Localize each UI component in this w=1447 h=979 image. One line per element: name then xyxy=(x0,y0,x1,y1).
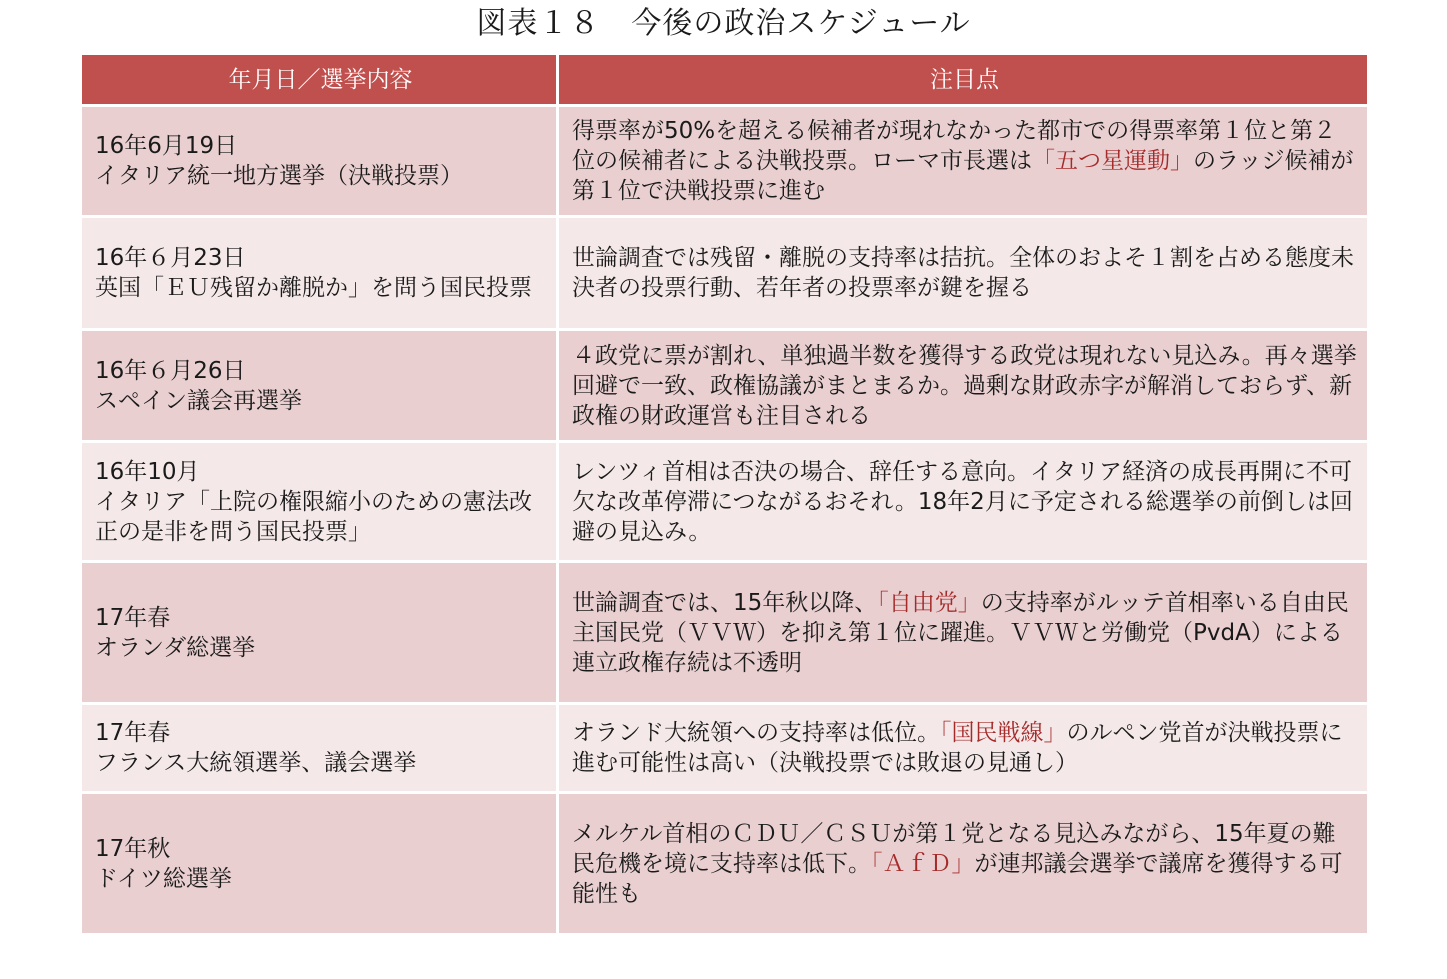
row-note: オランド大統領への支持率は低位。「国民戦線」のルペン党首が決戦投票に進む可能性は高い（決戦投票では敗退の見通し） xyxy=(572,720,1343,776)
row-date: 17年秋 xyxy=(95,835,171,862)
table-row-6-left xyxy=(82,705,559,794)
row-date: 16年６月23日 xyxy=(95,245,246,271)
table-row-1-right xyxy=(559,107,1367,218)
row-event: イタリア「上院の権限縮小のための憲法改正の是非を問う国民投票」 xyxy=(95,488,532,545)
row-event: 英国「ＥＵ残留か離脱か」を問う国民投票 xyxy=(95,275,532,301)
table-row-4-left xyxy=(82,443,559,563)
row-note: レンツィ首相は否決の場合、辞任する意向。イタリア経済の成長再開に不可欠な改革停滞につながるおそれ。18年2月に予定される総選挙の前倒しは回避の見込み。 xyxy=(572,458,1353,545)
schedule-table xyxy=(82,55,1367,936)
row-event: フランス大統領選挙、議会選挙 xyxy=(95,750,417,776)
row-date: 16年6月19日 xyxy=(95,133,238,159)
row-event: オランダ総選挙 xyxy=(95,634,256,661)
table-row-2-left xyxy=(82,218,559,331)
row-date: 16年10月 xyxy=(95,458,200,485)
table-row-6-right xyxy=(559,705,1367,794)
table-row-3-left xyxy=(82,331,559,443)
row-event: イタリア統一地方選挙（決戦投票） xyxy=(95,163,463,189)
row-date: 16年６月26日 xyxy=(95,357,246,384)
table-row-3-right xyxy=(559,331,1367,443)
header-highlights: 注目点 xyxy=(559,55,1367,107)
table-row-5-left xyxy=(82,563,559,705)
highlight-party: 「自由党」 xyxy=(877,589,981,616)
header-date-event: 年月日／選挙内容 xyxy=(82,55,559,107)
highlight-party: 「国民戦線」 xyxy=(940,720,1067,746)
table-row-1-left xyxy=(82,107,559,218)
table-row-5-right xyxy=(559,563,1367,705)
row-date: 17年春 xyxy=(95,720,171,746)
row-note: 得票率が50%を超える候補者が現れなかった都市での得票率第１位と第２位の候補者による決戦投票。ローマ市長選は「五つ星運動」のラッジ候補が第１位で決戦投票に進む xyxy=(572,118,1354,204)
row-event: ドイツ総選挙 xyxy=(95,865,232,892)
table-row-7-right xyxy=(559,794,1367,936)
highlight-party: 「五つ星運動」 xyxy=(1032,148,1193,174)
row-note: 世論調査では、15年秋以降、「自由党」の支持率がルッテ首相率いる自由民主国民党（ＶＶＷ）を抑え第１位に躍進。ＶＶＷと労働党（PvdA）による連立政権存続は不透明 xyxy=(572,589,1349,676)
table-row-2-right xyxy=(559,218,1367,331)
row-date: 17年春 xyxy=(95,604,171,631)
table-row-7-left xyxy=(82,794,559,936)
row-note: ４政党に票が割れ、単独過半数を獲得する政党は現れない見込み。再々選挙回避で一致、政権協議がまとまるか。過剰な財政赤字が解消しておらず、新政権の財政運営も注目される xyxy=(572,342,1357,429)
row-note: 世論調査では残留・離脱の支持率は拮抗。全体のおよそ１割を占める態度未決者の投票行動、若年者の投票率が鍵を握る xyxy=(572,245,1354,301)
table-row-4-right xyxy=(559,443,1367,563)
page-title: 図表１８ 今後の政治スケジュール xyxy=(476,6,971,41)
row-event: スペイン議会再選挙 xyxy=(95,387,302,414)
highlight-party: 「ＡｆＤ」 xyxy=(871,850,975,877)
row-note: メルケル首相のＣＤＵ／ＣＳＵが第１党となる見込みながら、15年夏の難民危機を境に支持率は低下。「ＡｆＤ」が連邦議会選挙で議席を獲得する可能性も xyxy=(572,820,1343,907)
